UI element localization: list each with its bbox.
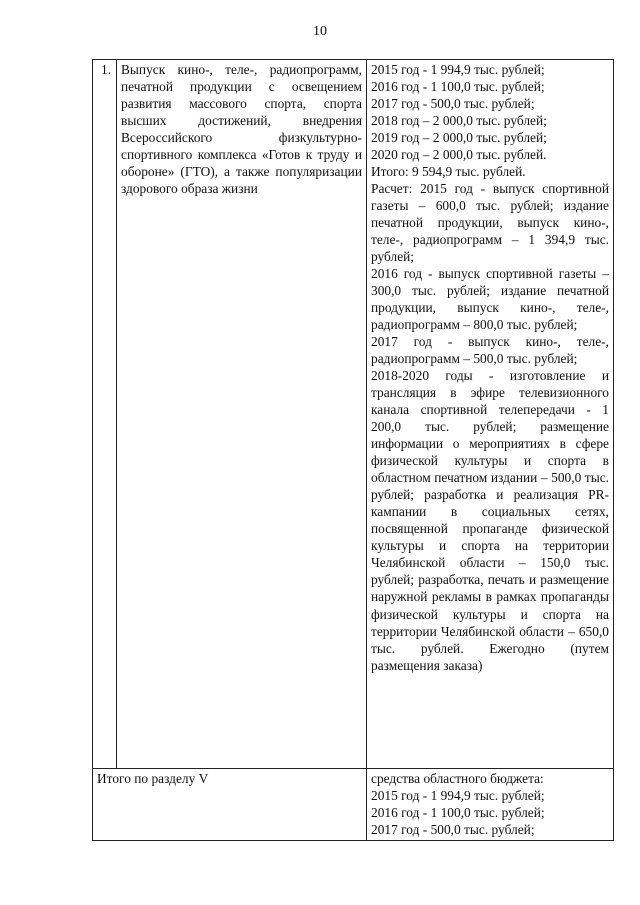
funding-line: 2018 год – 2 000,0 тыс. рублей; (371, 113, 547, 129)
row-number: 1. (93, 60, 117, 769)
section-total-row (93, 769, 614, 841)
funding-line: 2017 год - 500,0 тыс. рублей; (371, 96, 535, 112)
page-number: 10 (313, 24, 327, 39)
funding-total-line: Итого: 9 594,9 тыс. рублей. (371, 164, 526, 180)
total-line: 2017 год - 500,0 тыс. рублей; (371, 822, 535, 838)
total-line: 2015 год - 1 994,9 тыс. рублей; (371, 788, 545, 804)
funding-line: 2020 год – 2 000,0 тыс. рублей. (371, 147, 547, 163)
funding-line: 2016 год - 1 100,0 тыс. рублей; (371, 79, 545, 95)
funding-line: 2019 год – 2 000,0 тыс. рублей; (371, 130, 547, 146)
row-funding-cell (367, 60, 614, 769)
calculation-paragraph: 2017 год - выпуск кино-, теле-, радиопрограмм – 500,0 тыс. рублей; (371, 334, 609, 367)
calculation-paragraph: Расчет: 2015 год - выпуск спортивной газеты – 600,0 тыс. рублей; издание печатной продукции, выпуск кино-, теле-, радиопрограмм – 1 394,9 тыс. рублей; (371, 181, 609, 265)
funding-line: 2015 год - 1 994,9 тыс. рублей; (371, 62, 545, 77)
program-table (92, 59, 614, 841)
section-total-label: Итого по разделу V (93, 769, 367, 841)
calculation-paragraph: 2018-2020 годы - изготовление и трансляция в эфире телевизионного канала спортивной телепередачи - 1 200,0 тыс. рублей; размещение информации о мероприятиях в сфере физической культуры и спорта в областном печатном издании – 500,0 тыс. рублей; разработка и реализация PR-кампании в социальных сетях, посвященной пропаганде физической культуры и спорта на территории Челябинской области – 150,0 тыс. рублей; разработка, печать и размещение наружной рекламы в рамках пропаганды физической культуры и спорта на территории Челябинской области – 650,0 тыс. рублей. Ежегодно (путем размещения заказа) (371, 368, 609, 673)
row-description: Выпуск кино-, теле-, радиопрограмм, печатной продукции с освещением развития массового спорта, спорта высших достижений, внедрения Всероссийского физкультурно-спортивного комплекса «Готов к труду и обороне» (ГТО), а также популяризации здорового образа жизни (117, 60, 367, 769)
calculation-paragraph: 2016 год - выпуск спортивной газеты – 300,0 тыс. рублей; издание печатной продукции, выпуск кино-, теле-, радиопрограмм – 800,0 тыс. рублей; (371, 266, 609, 333)
section-total-funding (367, 769, 614, 841)
total-line: 2016 год - 1 100,0 тыс. рублей; (371, 805, 545, 821)
total-line: средства областного бюджета: (371, 771, 544, 786)
table-row (93, 60, 614, 769)
